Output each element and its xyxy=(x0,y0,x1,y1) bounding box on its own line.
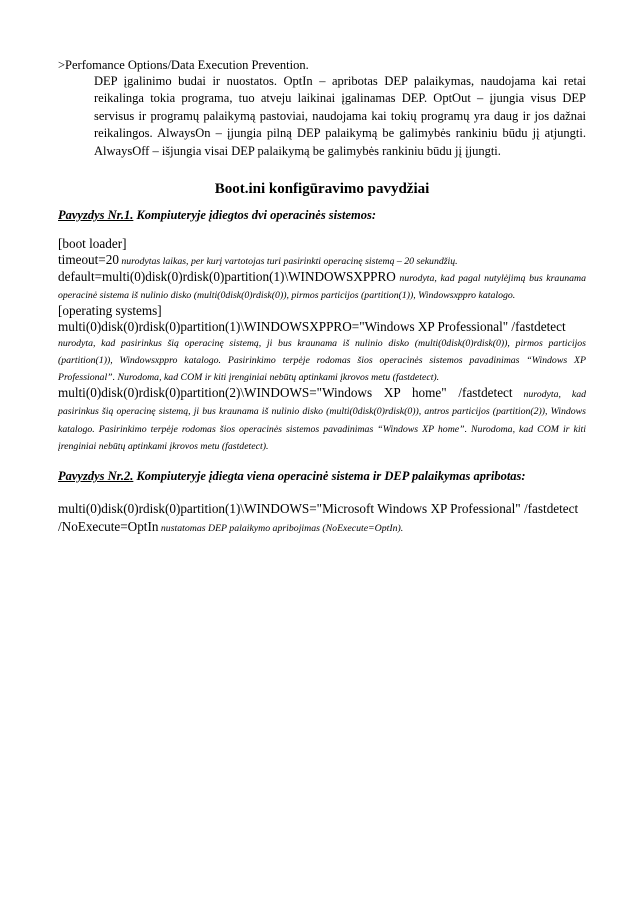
example1-heading-text: Kompiuteryje įdiegtos dvi operacinės sistemos: xyxy=(133,208,377,223)
boot-loader-header: [boot loader] xyxy=(58,236,127,252)
os2-line xyxy=(58,385,586,454)
default-cmd: default=multi(0)disk(0)rdisk(0)partition(1)\WINDOWSXPPRO xyxy=(58,268,396,284)
section-title: Boot.ini konfigūravimo pavydžiai xyxy=(214,181,430,198)
timeout-note: nurodytas laikas, per kurį vartotojas turi pasirinkti operacinę sistemą – 20 sekundžių. xyxy=(118,255,458,267)
os1-line xyxy=(58,319,586,386)
example1-label: Pavyzdys Nr.1. xyxy=(58,208,134,223)
timeout-cmd: timeout=20 xyxy=(58,251,119,267)
nav-path: >Perfomance Options/Data Execution Prevention. xyxy=(58,58,309,72)
timeout-line xyxy=(58,252,586,269)
os2-note: nurodyta, kad pasirinkus šią operacinę sistemą, ji bus kraunama iš nulinio disko (multi(0disk(0)rdisk(0)), antros particijos (partition(2)), Windows katalogo. Pasirinkimo terpėje rodomas šios operacinės sistemos pavadinimas “Windows XP home”. Nurodoma, kad COM ir kiti įrenginiai nebūtų aptinkami įkrovos metu (fastdetect). xyxy=(58,389,586,452)
example2-cmd-line2: /NoExecute=OptIn xyxy=(58,519,159,535)
example2-cmd-line1: multi(0)disk(0)rdisk(0)partition(1)\WINDOWS="Microsoft Windows XP Professional" /fastdetect xyxy=(58,501,579,517)
example2-command xyxy=(58,500,586,536)
os2-cmd: multi(0)disk(0)rdisk(0)partition(2)\WINDOWS="Windows XP home" /fastdetect xyxy=(58,385,513,401)
example2-heading-text: Kompiuteryje įdiegta viena operacinė sistema ir DEP palaikymas apribotas: xyxy=(133,469,526,484)
example2-note: nustatomas DEP palaikymo apribojimas (NoExecute=OptIn). xyxy=(158,523,404,535)
os-header: [operating systems] xyxy=(58,303,162,319)
example2-heading xyxy=(58,468,586,485)
document-page xyxy=(58,58,586,536)
os1-note: nurodyta, kad pasirinkus šią operacinę sistemą, ji bus kraunama iš nulinio disko (multi(0disk(0)rdisk(0)), pirmos particijos (partition(1)), Windowsxppro katalogo. Pasirinkimo terpėje rodomas šios operacinės sistemos pavadinimas “Windows XP Professional”. Nurodoma, kad COM ir kiti įrenginiai nebūtų aptinkami įkrovos metu (fastdetect). xyxy=(58,337,586,384)
default-note: nurodyta, kad pagal nutylėjimą bus kraunama operacinė sistema iš nulinio disko (multi(0disk(0)rdisk(0)), pirmos particijos (partition(1)), Windowsxppro katalogo. xyxy=(58,272,586,301)
default-line xyxy=(58,269,586,303)
example2-label: Pavyzdys Nr.2. xyxy=(58,469,134,484)
os1-cmd: multi(0)disk(0)rdisk(0)partition(1)\WINDOWSXPPRO="Windows XP Professional" /fastdetect xyxy=(58,318,566,334)
dep-paragraph: DEP įgalinimo budai ir nuostatos. OptIn – apribotas DEP palaikymas, naudojama kai retai reikalinga tokia programa, tuo atveju laikinai įgalinamas DEP. OptOut – įjungia visus DEP servisus ir programų palaikymą pastoviai, naudojama kai tokių programų yra daug ir jos dažnai reikalingos. AlwaysOn – įjungia pilną DEP palaikymą be galimybės rankiniu būdu jį atjungti. AlwaysOff – išjungia visai DEP palaikymą be galimybės rankiniu būdu jį įjungti. xyxy=(94,74,586,158)
example1-heading xyxy=(58,207,586,224)
